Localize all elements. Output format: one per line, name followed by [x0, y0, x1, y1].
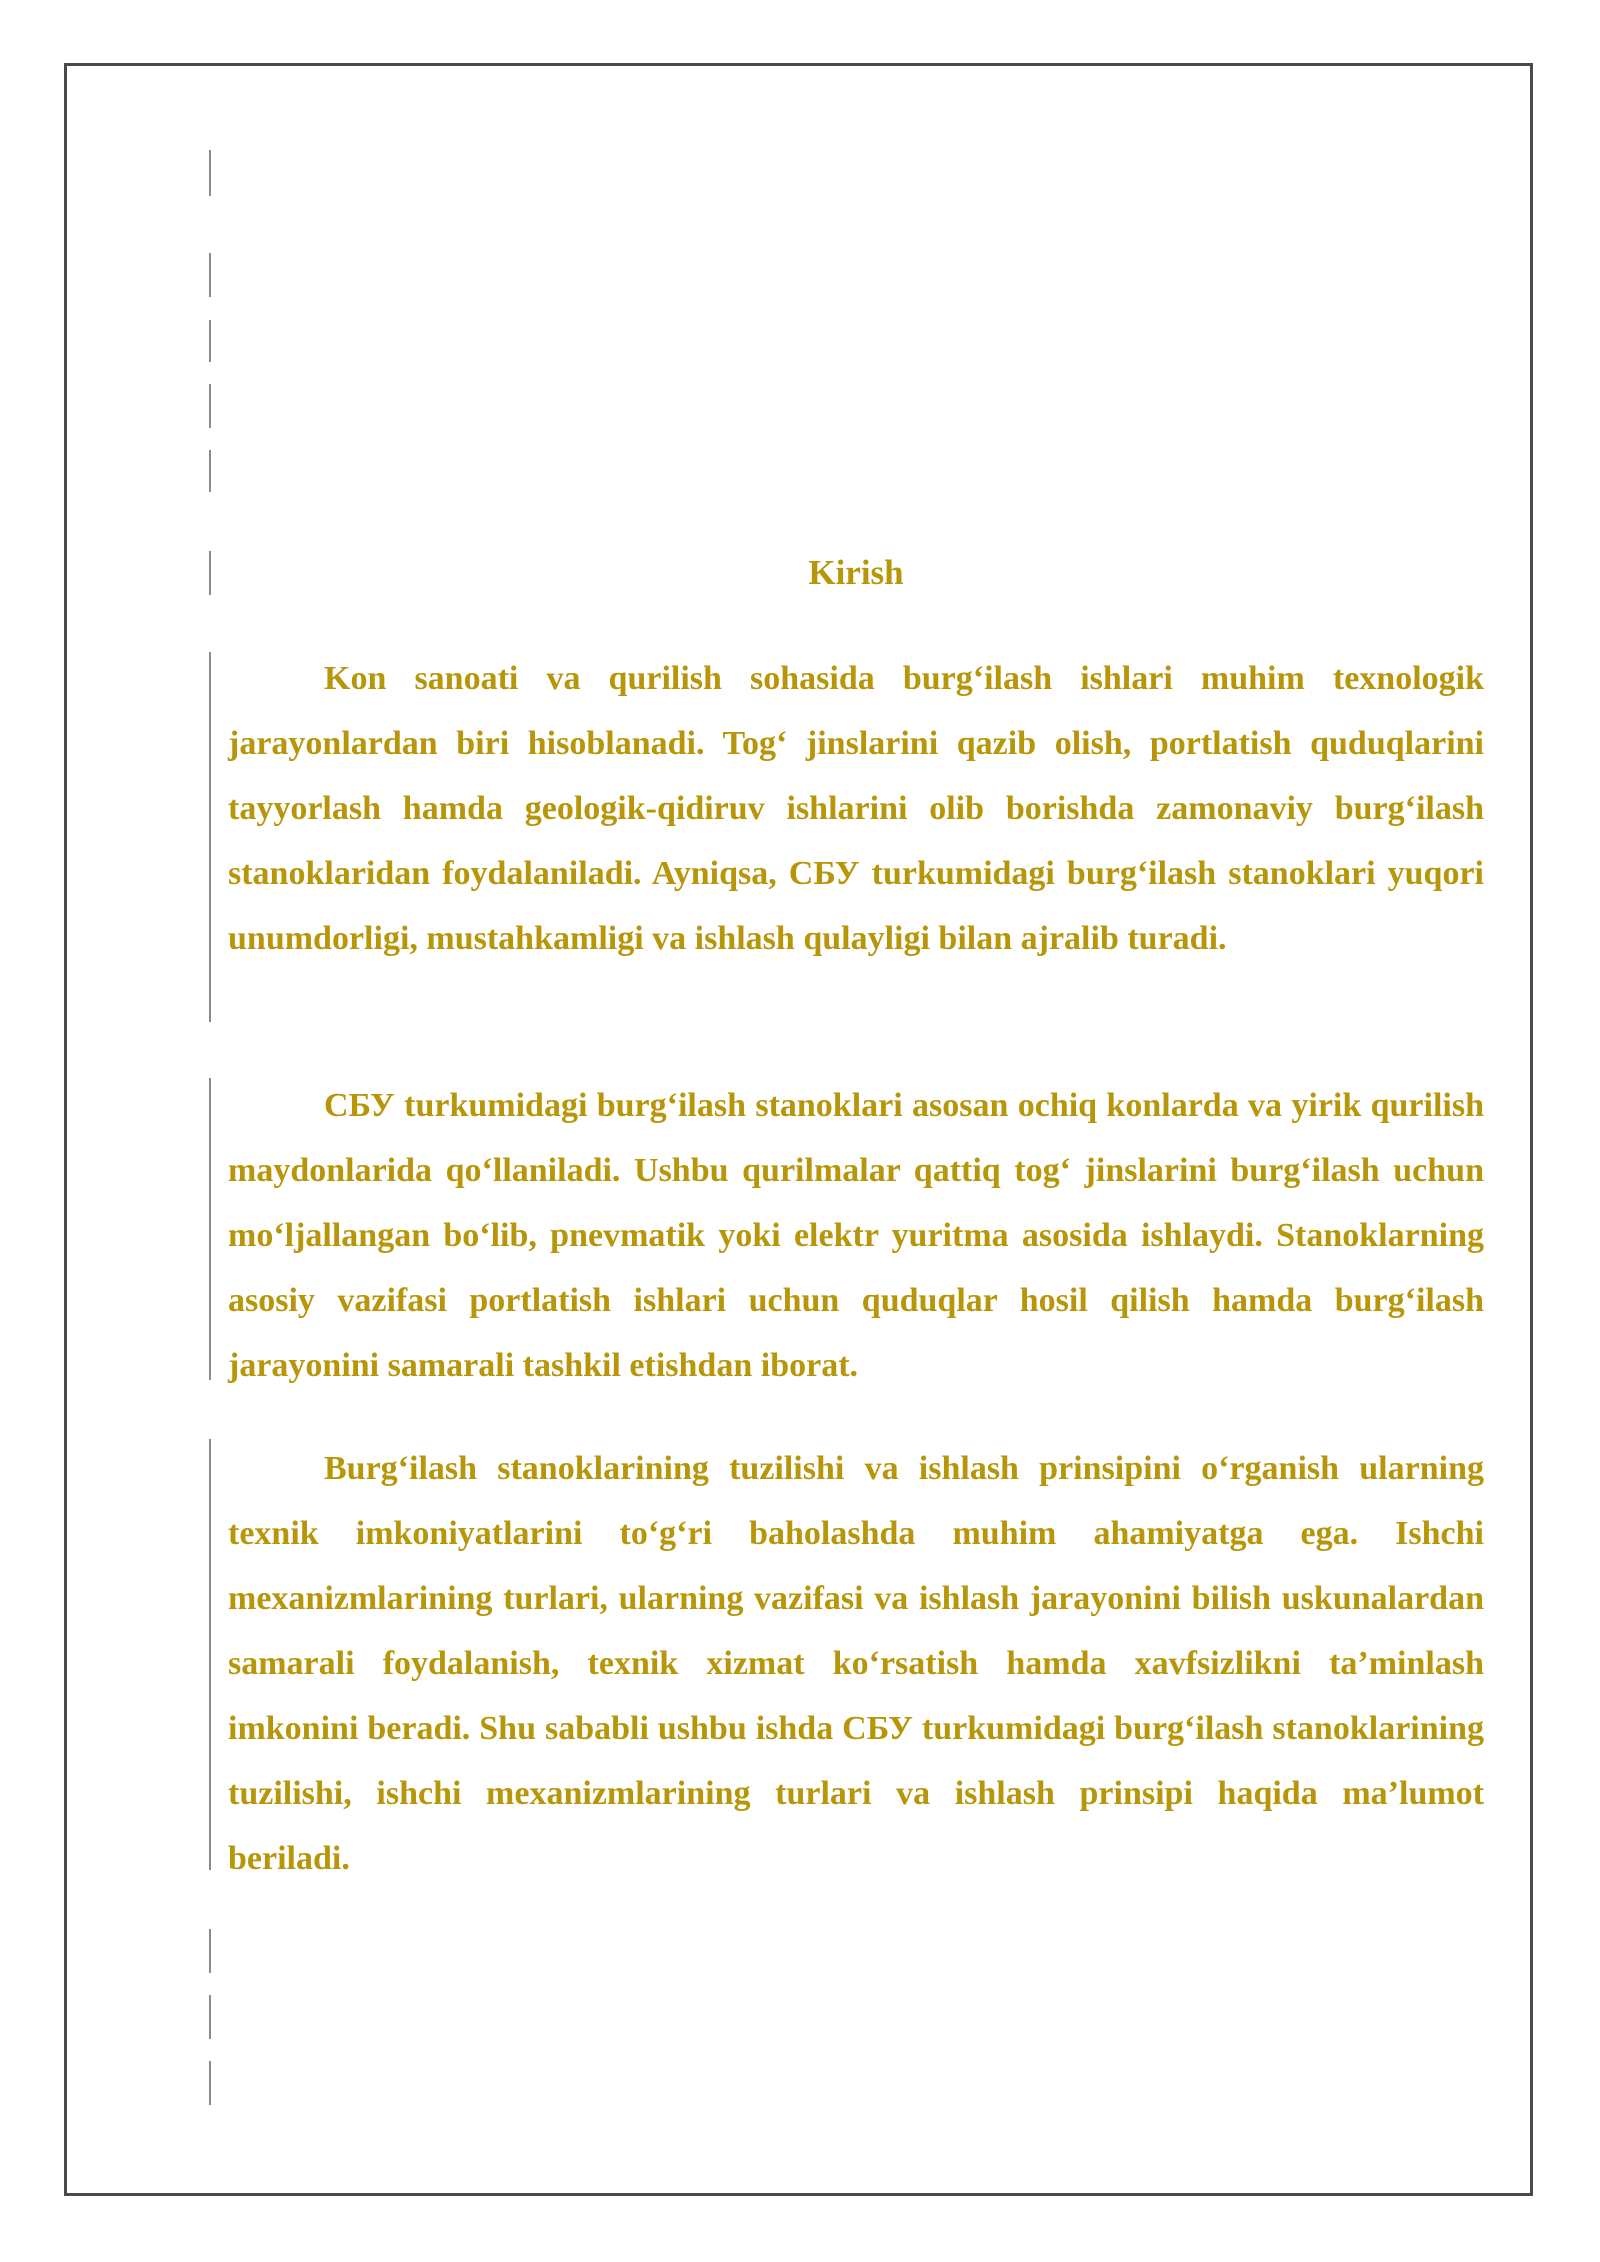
margin-marker — [209, 1995, 211, 2039]
document-title: Kirish — [808, 553, 904, 592]
margin-marker — [209, 2061, 211, 2105]
margin-marker — [209, 320, 211, 362]
paragraph-2: СБУ turkumidagi burg‘ilash stanoklari asosan ochiq konlarda va yirik qurilish maydonlarida qo‘llaniladi. Ushbu qurilmalar qattiq tog‘ jinslarini burg‘ilash uchun mo‘ljallangan bo‘lib, pnevmatik yoki elektr yuritma asosida ishlaydi. Stanoklarning asosiy vazifasi portlatish ishlari uchun quduqlar hosil qilish hamda burg‘ilash jarayonini samarali tashkil etishdan iborat. — [228, 1087, 1484, 1384]
margin-marker — [209, 384, 211, 428]
paragraph-1: Kon sanoati va qurilish sohasida burg‘ilash ishlari muhim texnologik jarayonlardan biri hisoblanadi. Tog‘ jinslarini qazib olish, portlatish quduqlarini tayyorlash hamda geologik-qidiruv ishlarini olib borishda zamonaviy burg‘ilash stanoklaridan foydalaniladi. Ayniqsa, СБУ turkumidagi burg‘ilash stanoklari yuqori unumdorligi, mustahkamligi va ishlash qulayligi bilan ajralib turadi. — [228, 660, 1484, 957]
paragraph-3: Burg‘ilash stanoklarining tuzilishi va ishlash prinsipini o‘rganish ularning texnik imkoniyatlarini to‘g‘ri baholashda muhim ahamiyatga ega. Ishchi mexanizmlarining turlari, ularning vazifasi va ishlash jarayonini bilish uskunalardan samarali foydalanish, texnik xizmat ko‘rsatish hamda xavfsizlikni ta’minlash imkonini beradi. Shu sababli ushbu ishda СБУ turkumidagi burg‘ilash stanoklarining tuzilishi, ishchi mexanizmlarining turlari va ishlash prinsipi haqida ma’lumot beriladi. — [228, 1450, 1484, 1877]
margin-marker — [209, 1439, 211, 1870]
margin-marker — [209, 1078, 211, 1380]
margin-marker — [209, 1929, 211, 1973]
margin-marker — [209, 652, 211, 1022]
margin-marker — [209, 450, 211, 492]
margin-marker — [209, 150, 211, 196]
margin-marker — [209, 253, 211, 297]
margin-marker — [209, 551, 211, 595]
